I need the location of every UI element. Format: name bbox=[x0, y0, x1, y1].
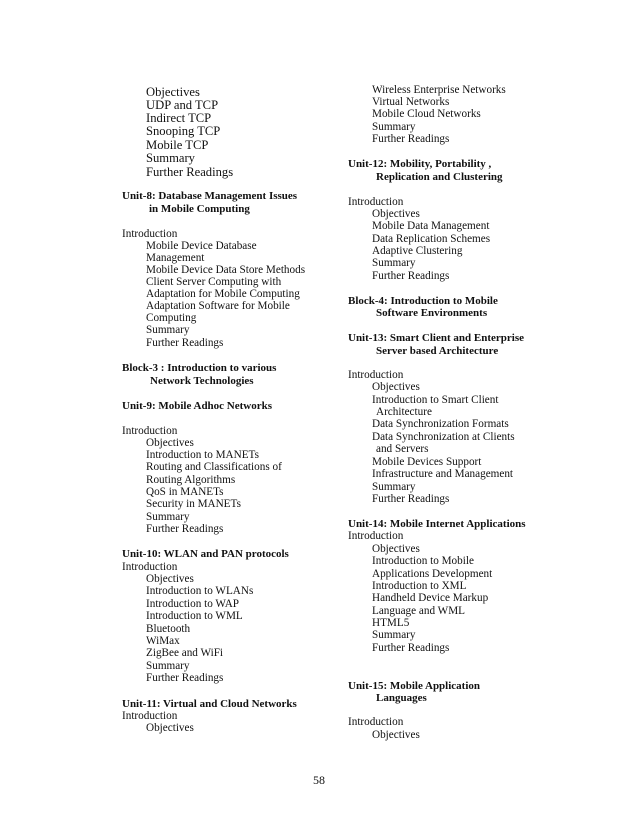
unit-heading: Unit-14: Mobile Internet Applications bbox=[348, 518, 526, 530]
toc-item: Further Readings bbox=[372, 270, 450, 282]
toc-intro: Introduction bbox=[348, 369, 404, 381]
unit-heading: Server based Architecture bbox=[376, 345, 499, 357]
toc-item: Objectives bbox=[146, 85, 200, 99]
toc-item: Summary bbox=[146, 324, 190, 336]
toc-item: Objectives bbox=[372, 729, 420, 741]
toc-item: Mobile Device Database bbox=[146, 240, 257, 252]
toc-intro: Introduction bbox=[122, 710, 178, 722]
toc-item: Summary bbox=[146, 511, 190, 523]
toc-item: Data Synchronization Formats bbox=[372, 418, 509, 430]
toc-item: Mobile Cloud Networks bbox=[372, 108, 481, 120]
toc-item: Security in MANETs bbox=[146, 498, 241, 510]
block-heading: Software Environments bbox=[376, 307, 488, 319]
toc-item: Handheld Device Markup bbox=[372, 592, 489, 604]
unit-heading: Unit-9: Mobile Adhoc Networks bbox=[122, 400, 273, 412]
block-heading: Network Technologies bbox=[150, 375, 254, 387]
unit-heading: Unit-12: Mobility, Portability , bbox=[348, 158, 492, 170]
toc-item: Summary bbox=[372, 629, 416, 641]
toc-item: Introduction to Smart Client bbox=[372, 394, 499, 406]
toc-item: Introduction to MANETs bbox=[146, 449, 259, 461]
unit-heading: Unit-10: WLAN and PAN protocols bbox=[122, 548, 289, 560]
unit-heading: Unit-13: Smart Client and Enterprise bbox=[348, 332, 524, 344]
page-number: 58 bbox=[313, 773, 325, 787]
toc-item: Infrastructure and Management bbox=[372, 468, 514, 480]
toc-item: QoS in MANETs bbox=[146, 486, 224, 498]
block-heading: Block-4: Introduction to Mobile bbox=[348, 295, 498, 307]
toc-item: HTML5 bbox=[372, 617, 410, 629]
toc-item: and Servers bbox=[376, 443, 429, 455]
toc-item: Introduction to XML bbox=[372, 580, 467, 592]
toc-item: Further Readings bbox=[146, 165, 234, 179]
toc-item: Architecture bbox=[376, 406, 432, 418]
unit-heading: Unit-15: Mobile Application bbox=[348, 680, 481, 692]
toc-intro: Introduction bbox=[348, 530, 404, 542]
toc-item: WiMax bbox=[146, 635, 180, 647]
toc-item: Data Replication Schemes bbox=[372, 233, 491, 245]
toc-item: Routing Algorithms bbox=[146, 474, 236, 486]
toc-item: Objectives bbox=[372, 543, 420, 555]
toc-item: Summary bbox=[372, 481, 416, 493]
toc-item: Data Synchronization at Clients bbox=[372, 431, 515, 443]
toc-item: Further Readings bbox=[372, 642, 450, 654]
toc-item: Bluetooth bbox=[146, 623, 191, 635]
toc-item: Further Readings bbox=[372, 493, 450, 505]
toc-item: Further Readings bbox=[372, 133, 450, 145]
unit-heading: in Mobile Computing bbox=[149, 203, 250, 215]
toc-item: Further Readings bbox=[146, 523, 224, 535]
toc-item: Indirect TCP bbox=[146, 111, 212, 125]
toc-item: Objectives bbox=[372, 381, 420, 393]
toc-item: Applications Development bbox=[372, 568, 493, 580]
toc-item: Wireless Enterprise Networks bbox=[372, 84, 506, 96]
toc-item: Introduction to Mobile bbox=[372, 555, 474, 567]
toc-item: Adaptation for Mobile Computing bbox=[146, 288, 300, 300]
toc-item: UDP and TCP bbox=[146, 98, 219, 112]
unit-heading: Unit-11: Virtual and Cloud Networks bbox=[122, 698, 297, 710]
toc-item: Snooping TCP bbox=[146, 124, 221, 138]
toc-item: Introduction to WAP bbox=[146, 598, 240, 610]
toc-item: Introduction to WLANs bbox=[146, 585, 254, 597]
toc-item: Computing bbox=[146, 312, 197, 324]
toc-item: ZigBee and WiFi bbox=[146, 647, 224, 659]
toc-intro: Introduction bbox=[122, 425, 178, 437]
toc-item: Adaptation Software for Mobile bbox=[146, 300, 290, 312]
toc-item: Routing and Classifications of bbox=[146, 461, 282, 473]
toc-intro: Introduction bbox=[348, 716, 404, 728]
toc-item: Client Server Computing with bbox=[146, 276, 282, 288]
toc-item: Virtual Networks bbox=[372, 96, 450, 108]
toc-item: Summary bbox=[146, 660, 190, 672]
block-heading: Block-3 : Introduction to various bbox=[122, 362, 277, 374]
toc-item: Introduction to WML bbox=[146, 610, 243, 622]
toc-item: Objectives bbox=[146, 722, 194, 734]
toc-item: Objectives bbox=[372, 208, 420, 220]
toc-item: Summary bbox=[372, 121, 416, 133]
toc-item: Summary bbox=[146, 151, 195, 165]
unit-heading: Replication and Clustering bbox=[376, 171, 503, 183]
toc-item: Summary bbox=[372, 257, 416, 269]
toc-item: Objectives bbox=[146, 573, 194, 585]
unit-heading: Unit-8: Database Management Issues bbox=[122, 190, 298, 202]
toc-item: Further Readings bbox=[146, 672, 224, 684]
toc-intro: Introduction bbox=[122, 228, 178, 240]
toc-item: Objectives bbox=[146, 437, 194, 449]
toc-item: Management bbox=[146, 252, 205, 264]
toc-item: Mobile Device Data Store Methods bbox=[146, 264, 306, 276]
toc-intro: Introduction bbox=[122, 561, 178, 573]
toc-item: Mobile Data Management bbox=[372, 220, 490, 232]
toc-item: Adaptive Clustering bbox=[372, 245, 463, 257]
toc-item: Further Readings bbox=[146, 337, 224, 349]
unit-heading: Languages bbox=[376, 692, 427, 704]
toc-item: Mobile Devices Support bbox=[372, 456, 482, 468]
toc-intro: Introduction bbox=[348, 196, 404, 208]
toc-item: Mobile TCP bbox=[146, 138, 209, 152]
toc-item: Language and WML bbox=[372, 605, 465, 617]
